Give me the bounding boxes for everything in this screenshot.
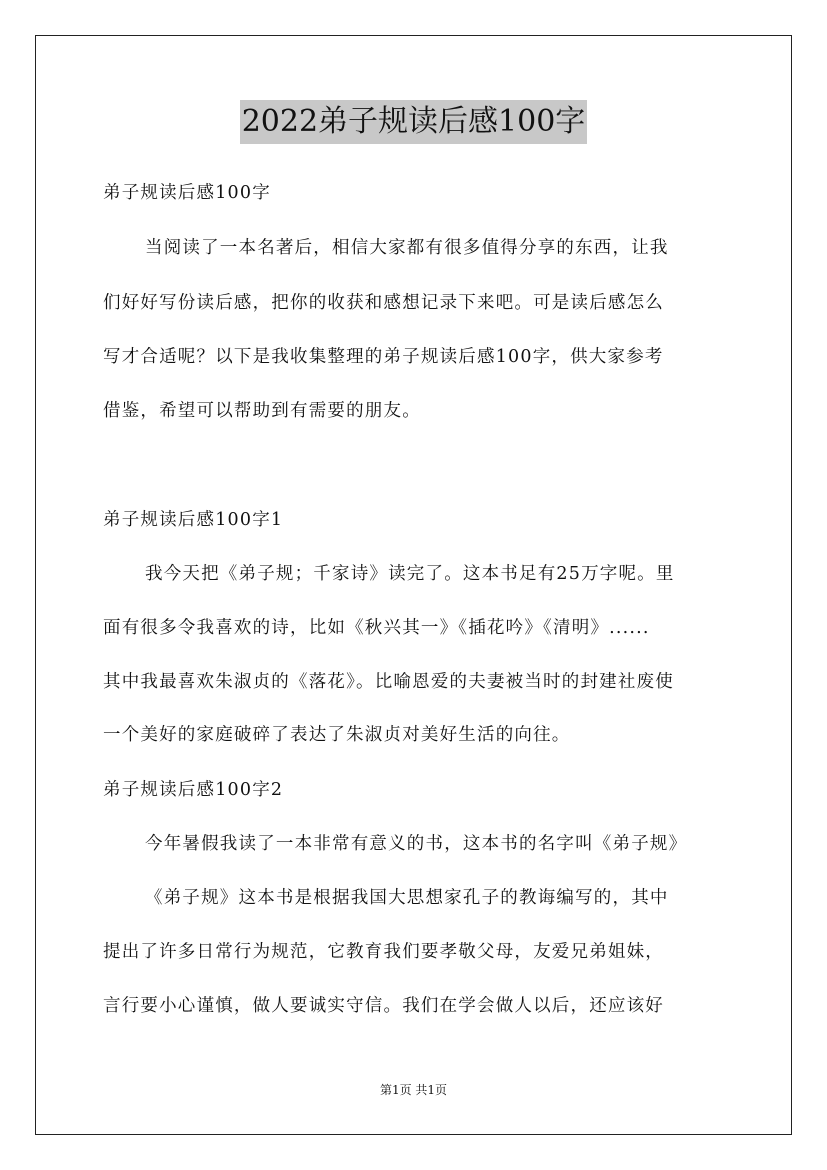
intro-line-2: 们好好写份读后感，把你的收获和感想记录下来吧。可是读后感怎么 bbox=[103, 293, 664, 313]
section2-line-4: 言行要小心谨慎，做人要诚实守信。我们在学会做人以后，还应该好 bbox=[103, 996, 664, 1016]
intro-line-1: 当阅读了一本名著后，相信大家都有很多值得分享的东西，让我 bbox=[145, 238, 669, 258]
section1-line-1: 我今天把《弟子规；千家诗》读完了。这本书足有25万字呢。里 bbox=[145, 564, 675, 584]
document-title: 2022弟子规读后感100字 bbox=[240, 100, 588, 144]
section2-heading: 弟子规读后感100字2 bbox=[103, 780, 284, 800]
section2-line-1: 今年暑假我读了一本非常有意义的书，这本书的名字叫《弟子规》 bbox=[145, 834, 688, 854]
section2-line-2: 《弟子规》这本书是根据我国大思想家孔子的教诲编写的，其中 bbox=[145, 888, 669, 908]
section1-line-4: 一个美好的家庭破碎了表达了朱淑贞对美好生活的向往。 bbox=[103, 725, 571, 745]
intro-line-3: 写才合适呢？以下是我收集整理的弟子规读后感100字，供大家参考 bbox=[103, 347, 664, 367]
intro-line-4: 借鉴，希望可以帮助到有需要的朋友。 bbox=[103, 401, 421, 421]
section1-line-3: 其中我最喜欢朱淑贞的《落花》。比喻恩爱的夫妻被当时的封建社废使 bbox=[103, 672, 674, 692]
section1-line-2: 面有很多令我喜欢的诗，比如《秋兴其一》《插花吟》《清明》...... bbox=[103, 618, 650, 638]
title-container bbox=[0, 100, 827, 144]
section1-heading: 弟子规读后感100字1 bbox=[103, 510, 284, 530]
page-footer: 第1页 共1页 bbox=[379, 1083, 448, 1097]
section2-line-3: 提出了许多日常行为规范，它教育我们要孝敬父母，友爱兄弟姐妹， bbox=[103, 942, 664, 962]
document-subtitle: 弟子规读后感100字 bbox=[103, 183, 271, 203]
